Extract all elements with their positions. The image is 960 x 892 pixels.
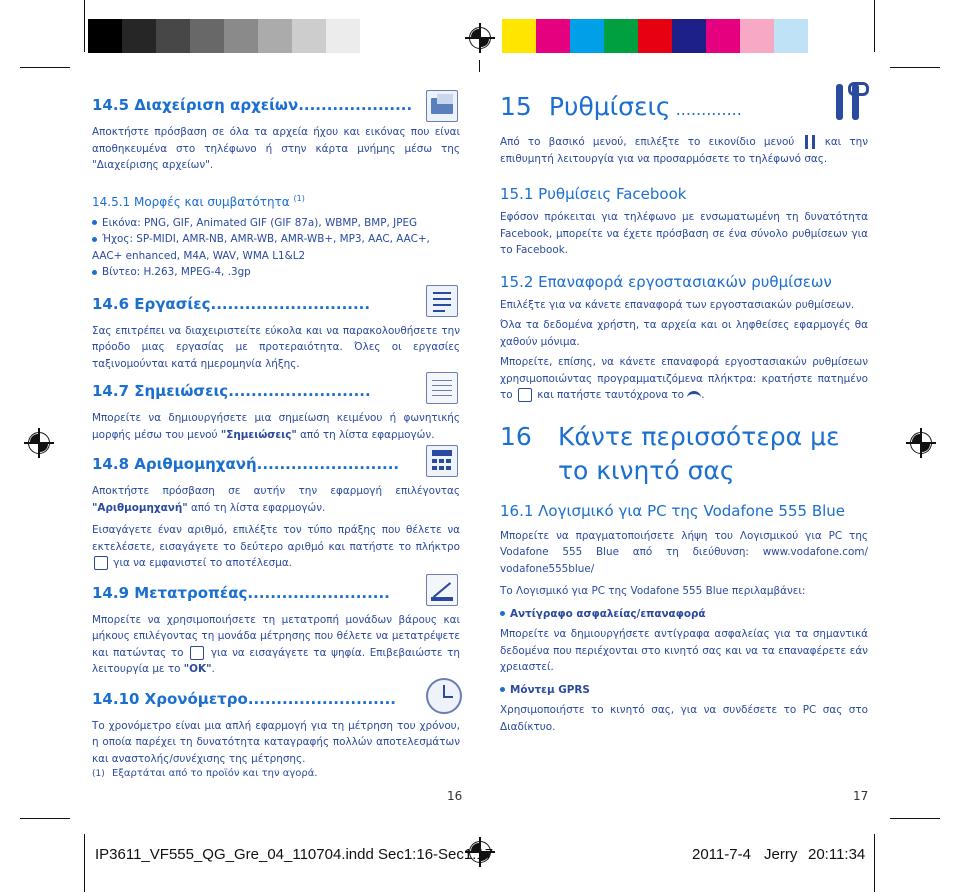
section-body: Εφόσον πρόκειται για τηλέφωνο με ενσωματωμένη τη δυνατότητα Facebook, μπορείτε να έχετε πρόσβαση σε ένα σύνολο ρυθμίσεων για το Facebook.: [500, 211, 868, 256]
list-item: Αντίγραφο ασφαλείας/επαναφορά: [500, 606, 868, 623]
chapter-number: 16: [500, 421, 532, 451]
end-call-icon: [687, 391, 701, 400]
section-body: Αποκτήστε πρόσβαση σε όλα τα αρχεία ήχου και εικόνας που είναι αποθηκευμένα στο τηλέφωνο ή στην κάρτα μνήμης μέσω της "Διαχείρισης αρχείων".: [92, 126, 460, 171]
gray-swatch: [292, 19, 326, 53]
section-body: Από το βασικό μενού, επιλέξτε το εικονίδιο μενού και την επιθυμητή λειτουργία για να προσαρμόσετε το τηλέφωνό σας.: [500, 136, 869, 165]
crop-mark: [84, 0, 85, 52]
color-swatch: [570, 19, 604, 53]
color-swatch: [638, 19, 672, 53]
gray-swatch: [224, 19, 258, 53]
slug-time: 20:11:34: [808, 846, 866, 863]
notes-icon: [426, 372, 458, 404]
crop-mark: [874, 834, 875, 892]
hash-key-icon: [518, 388, 532, 402]
color-swatch: [502, 19, 536, 53]
chapter-title: Ρυθμίσεις: [548, 92, 671, 121]
registration-mark: [906, 428, 936, 458]
gray-swatch: [122, 19, 156, 53]
section-body: Μπορείτε να δημιουργήσετε αντίγραφα ασφαλείας για τα σημαντικά δεδομένα που περιέχονται στο κινητό σας και να τα επαναφέρετε εάν χρειαστεί.: [500, 628, 868, 673]
calculator-icon: [426, 445, 458, 477]
file-manager-icon: [426, 90, 458, 122]
section-heading: 15.1 Ρυθμίσεις Facebook: [500, 185, 687, 203]
section-heading: 14.7 Σημειώσεις.........................: [92, 382, 371, 400]
gray-swatch: [156, 19, 190, 53]
crop-mark: [890, 67, 940, 68]
section-body: Μπορείτε να χρησιμοποιήσετε τη μετατροπή μονάδων βάρους και μήκους επιλέγοντας τη μονάδα μέτρησης που θέλετε να μετατρέψετε και πατώντας το για να εισαγάγετε τα ψηφία. Επιβεβαιώστε τη λειτουργία με το "OK".: [92, 613, 460, 675]
list-item: Μόντεμ GPRS: [500, 682, 868, 699]
page-number: 17: [853, 789, 869, 803]
section-body: Όλα τα δεδομένα χρήστη, τα αρχεία και οι ληφθείσες εφαρμογές θα χαθούν μόνιμα.: [500, 319, 868, 348]
chapter-number: 15: [500, 92, 532, 121]
stopwatch-icon: [426, 678, 462, 714]
color-swatch: [740, 19, 774, 53]
section-heading: 14.10 Χρονόμετρο..........................: [92, 689, 396, 708]
crop-mark: [20, 818, 70, 819]
slug-user: Jerry: [764, 846, 798, 863]
section-heading: 14.6 Εργασίες............................: [92, 294, 371, 313]
registration-mark: [465, 23, 495, 53]
slug-date: 2011-7-4: [692, 846, 751, 863]
crop-mark: [890, 818, 940, 819]
section-heading: 16.1 Λογισμικό για PC της Vodafone 555 Blue: [500, 501, 846, 520]
footnote-marker: (1): [92, 769, 105, 779]
section-body: Σας επιτρέπει να διαχειριστείτε εύκολα και να παρακολουθήσετε την πρόοδο μιας εργασίας με προτεραιότητα. Όλες οι εργασίες ταξινομούνται κατά ημερομηνία λήξης.: [92, 324, 460, 370]
color-swatch: [774, 19, 808, 53]
slug-filename: IP3611_VF555_QG_Gre_04_110704.indd Sec1:16-Sec1:17: [95, 846, 494, 863]
list-item: Εικόνα: PNG, GIF, Animated GIF (GIF 87a), WBMP, BMP, JPEG: [92, 215, 460, 232]
color-swatch: [672, 19, 706, 53]
chapter-title-line2: το κινητό σας: [558, 455, 735, 485]
list-item: Βίντεο: H.263, MPEG-4, .3gp: [92, 264, 460, 281]
settings-icon: [830, 82, 866, 122]
section-heading: 14.8 Αριθμομηχανή.........................: [92, 455, 400, 473]
color-swatch: [706, 19, 740, 53]
ok-key-icon: [94, 556, 108, 570]
subsection-heading: 14.5.1 Μορφές και συμβατότητα $^{(1)}$: [92, 193, 305, 209]
color-swatch: [536, 19, 570, 53]
section-body: Επιλέξτε για να κάνετε επαναφορά των εργοστασιακών ρυθμίσεων.: [500, 298, 855, 311]
tasks-icon: [426, 285, 458, 317]
color-swatch: [604, 19, 638, 53]
chapter-title: Κάντε περισσότερα με: [558, 421, 840, 451]
format-list: [92, 215, 460, 281]
section-body: Το Λογισμικό για PC της Vodafone 555 Blue περιλαμβάνει:: [500, 585, 806, 597]
gray-swatch: [326, 19, 360, 53]
page-number: 16: [447, 789, 463, 803]
section-body: Μπορείτε να πραγματοποιήσετε λήψη του Λογισμικού για PC της Vodafone 555 Blue από τη διεύθυνση: www.vodafone.com/ vodafone555blue/: [500, 529, 868, 575]
crop-mark: [479, 60, 480, 72]
section-heading: 14.9 Μετατροπέας.........................: [92, 583, 390, 602]
gray-swatch: [258, 19, 292, 53]
registration-mark: [24, 428, 54, 458]
converter-icon: [426, 574, 458, 606]
gray-swatch: [190, 19, 224, 53]
footnote: Εξαρτάται από το προϊόν και την αγορά.: [112, 768, 318, 779]
section-heading: 14.5 Διαχείριση αρχείων....................: [92, 96, 413, 114]
list-item: Ήχος: SP-MIDI, AMR-NB, AMR-WB, AMR-WB+, MP3, AAC, AAC+, AAC+ enhanced, M4A, WAV, WMA L1&L2: [92, 233, 430, 262]
section-body: Εισαγάγετε έναν αριθμό, επιλέξτε τον τύπο πράξης που θέλετε να εκτελέσετε, εισαγάγετε το δεύτερο αριθμό και πατήστε το πλήκτρο για να εμφανιστεί το αποτέλεσμα.: [92, 524, 460, 569]
section-body: Αποκτήστε πρόσβαση σε αυτήν την εφαρμογή επιλέγοντας "Αριθμομηχανή" από τη λίστα εφαρμογών.: [92, 485, 460, 514]
gray-swatch: [88, 19, 122, 53]
crop-mark: [874, 0, 875, 52]
key-icon: [190, 646, 204, 660]
left-page: [92, 96, 460, 767]
right-page: [500, 92, 868, 735]
section-body: Χρησιμοποιήστε το κινητό σας, για να συνδέσετε το PC σας στο Διαδίκτυο.: [500, 704, 868, 733]
settings-icon: [803, 135, 817, 149]
crop-mark: [20, 67, 70, 68]
crop-mark: [84, 834, 85, 892]
section-body: Το χρονόμετρο είναι μια απλή εφαρμογή για τη μέτρηση του χρόνου, η οποία παρέχει τη δυνατότητα καταγραφής πολλών αποτελεσμάτων και αναστολής/συνέχισης της μέτρησης.: [92, 719, 460, 765]
title-dots: .............: [675, 100, 742, 119]
section-body: Μπορείτε, επίσης, να κάνετε επαναφορά εργοστασιακών ρυθμίσεων χρησιμοποιώντας προγραμματιζόμενα πλήκτρα: κρατήστε πατημένο το και πατήστε ταυτόχρονα το .: [500, 356, 868, 401]
section-body: Μπορείτε να δημιουργήσετε μια σημείωση κειμένου ή φωνητικής μορφής μέσω του μενού "Σημειώσεις" από τη λίστα εφαρμογών.: [92, 412, 460, 441]
section-heading: 15.2 Επαναφορά εργοστασιακών ρυθμίσεων: [500, 272, 832, 291]
